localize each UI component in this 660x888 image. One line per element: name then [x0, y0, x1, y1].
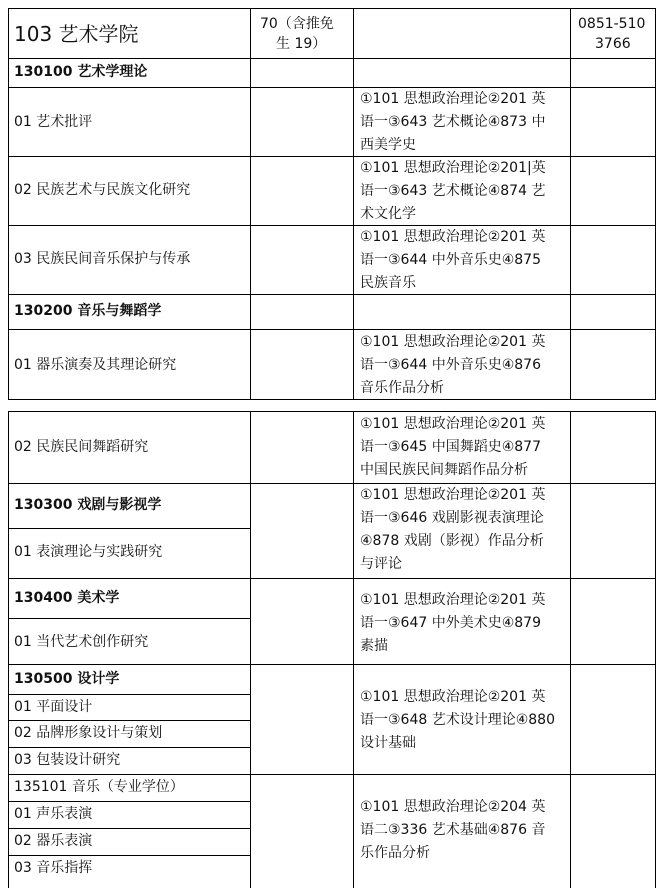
col-border: [570, 411, 571, 888]
exam-line: 语一③646 戏剧影视表演理论: [360, 510, 544, 526]
exam-line: 民族音乐: [360, 275, 416, 291]
major-title: 130200 音乐与舞蹈学: [14, 303, 162, 319]
phone-line-2: 3766: [595, 36, 631, 52]
col-border: [8, 411, 9, 888]
row-divider: [8, 528, 250, 529]
exam-subjects: [360, 331, 568, 400]
exam-line: 语一③647 中外美术史④879: [360, 615, 541, 631]
quota-line-1: 70（含推免: [260, 16, 334, 32]
exam-line: ①101 思想政治理论②201 英: [360, 416, 546, 432]
direction-label: 02 品牌形象设计与策划: [14, 725, 163, 741]
exam-line: 语二③336 艺术基础④876 音: [360, 822, 546, 838]
major-title: 135101 音乐（专业学位）: [14, 779, 184, 795]
exam-line: 语一③644 中外音乐史④876: [360, 357, 541, 373]
exam-line: ①101 思想政治理论②201 英: [360, 487, 546, 503]
major-title: 130400 美术学: [14, 590, 120, 606]
direction-label: 01 表演理论与实践研究: [14, 544, 163, 560]
direction-label: 03 民族民间音乐保护与传承: [14, 251, 191, 267]
quota-line-2: 生 19）: [276, 36, 327, 52]
row-divider: [8, 747, 250, 748]
exam-line: 乐作品分析: [360, 845, 430, 861]
col-border: [353, 411, 354, 888]
exam-line: ①101 思想政治理论②201 英: [360, 592, 546, 608]
direction-label: 03 音乐指挥: [14, 860, 93, 876]
exam-line: 中国民族民间舞蹈作品分析: [360, 462, 528, 478]
exam-subjects: [360, 589, 568, 658]
exam-subjects: [360, 484, 568, 576]
direction-label: 01 平面设计: [14, 699, 93, 715]
row-divider: [8, 58, 656, 59]
exam-line: 素描: [360, 638, 388, 654]
row-divider: [8, 720, 250, 721]
direction-label: 02 民族艺术与民族文化研究: [14, 182, 191, 198]
exam-subjects: [360, 88, 568, 157]
exam-subjects: [360, 226, 568, 295]
exam-line: 语一③644 中外音乐史④875: [360, 252, 541, 268]
col-border: [8, 8, 9, 400]
direction-label: 01 当代艺术创作研究: [14, 634, 149, 650]
major-title: 130300 戏剧与影视学: [14, 497, 162, 513]
college-name: 103 艺术学院: [14, 22, 139, 46]
direction-label: 01 声乐表演: [14, 806, 93, 822]
exam-subjects: [360, 686, 568, 755]
table-top-border: [8, 411, 656, 412]
col-border: [655, 8, 656, 400]
phone-line-1: 0851-510: [578, 16, 646, 32]
major-title: 130500 设计学: [14, 671, 120, 687]
direction-label: 02 民族民间舞蹈研究: [14, 439, 149, 455]
row-divider: [8, 855, 250, 856]
direction-label: 03 包装设计研究: [14, 752, 121, 768]
col-border: [353, 8, 354, 400]
exam-line: 语一③645 中国舞蹈史④877: [360, 439, 541, 455]
exam-line: 语一③643 艺术概论④874 艺: [360, 183, 546, 199]
exam-line: 西美学史: [360, 137, 416, 153]
exam-line: ①101 思想政治理论②204 英: [360, 799, 546, 815]
col-border: [655, 411, 656, 888]
row-divider: [8, 664, 656, 665]
row-divider: [8, 578, 656, 579]
row-divider: [8, 774, 656, 775]
exam-line: 语一③643 艺术概论④873 中: [360, 114, 546, 130]
exam-line: ①101 思想政治理论②201 英: [360, 689, 546, 705]
exam-line: 音乐作品分析: [360, 380, 444, 396]
exam-line: ①101 思想政治理论②201 英: [360, 229, 546, 245]
exam-line: ①101 思想政治理论②201 英: [360, 334, 546, 350]
row-divider: [8, 801, 250, 802]
table-top-border: [8, 8, 656, 9]
direction-label: 01 艺术批评: [14, 114, 93, 130]
exam-line: 术文化学: [360, 206, 416, 222]
exam-line: ④878 戏剧（影视）作品分析: [360, 533, 544, 549]
major-title: 130100 艺术学理论: [14, 64, 148, 80]
col-border: [250, 8, 251, 400]
exam-line: 设计基础: [360, 735, 416, 751]
exam-subjects: [360, 413, 568, 482]
exam-line: ①101 思想政治理论②201 英: [360, 91, 546, 107]
row-divider: [8, 828, 250, 829]
direction-label: 02 器乐表演: [14, 833, 93, 849]
col-border: [250, 411, 251, 888]
row-divider: [8, 329, 656, 330]
exam-line: 语一③648 艺术设计理论④880: [360, 712, 555, 728]
exam-line: 与评论: [360, 556, 402, 572]
direction-label: 01 器乐演奏及其理论研究: [14, 357, 177, 373]
exam-line: ①101 思想政治理论②201|英: [360, 160, 546, 176]
exam-subjects: [360, 157, 568, 226]
exam-subjects: [360, 796, 568, 865]
row-divider: [8, 618, 250, 619]
row-divider: [8, 694, 250, 695]
col-border: [570, 8, 571, 400]
